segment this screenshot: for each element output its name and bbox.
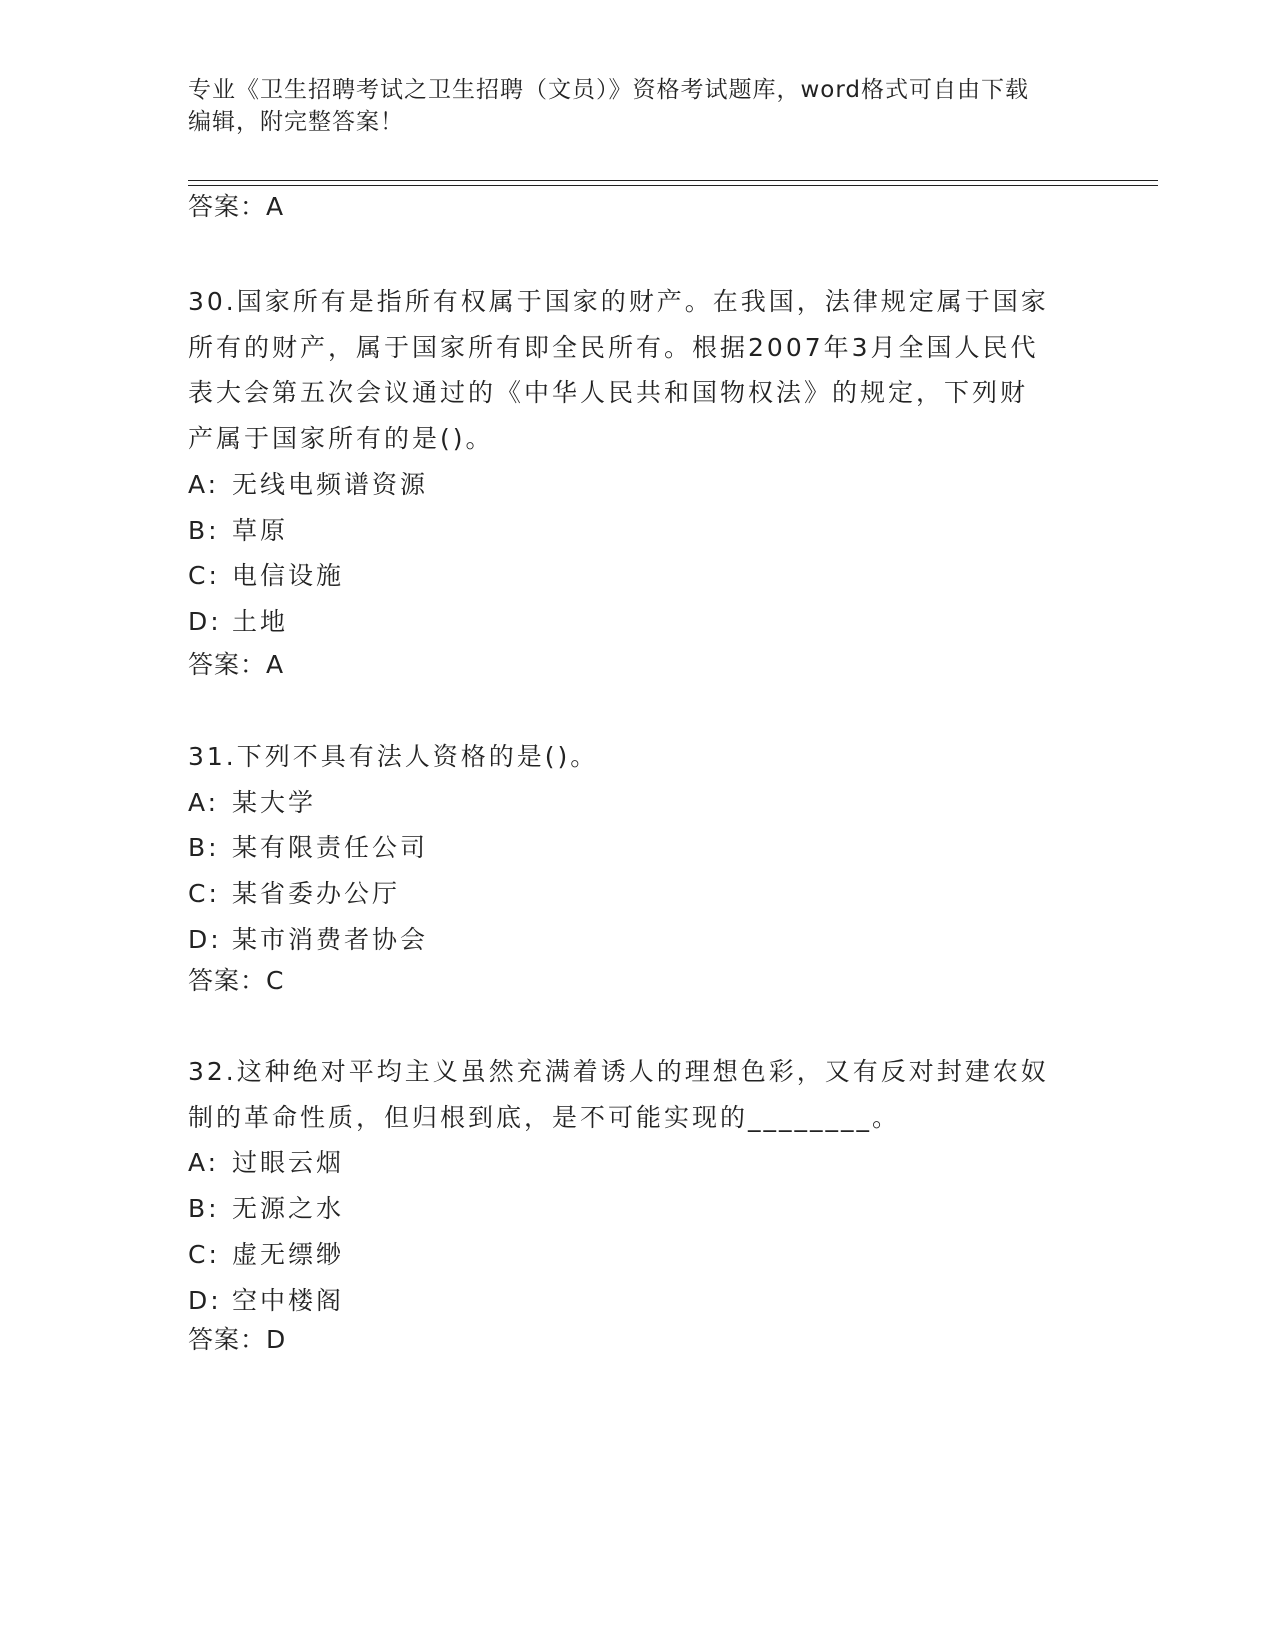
option-letter: D: [188, 606, 222, 636]
option-letter: B: [188, 1194, 220, 1224]
option-b [188, 1186, 1088, 1232]
question-line: 制的革命性质，但归根到底，是不可能实现的________。 [188, 1102, 901, 1132]
answer-30: 答案：A [188, 650, 285, 679]
option-letter: C: [188, 879, 220, 909]
option-letter: B: [188, 833, 220, 863]
option-d [188, 917, 1088, 963]
option-c [188, 1232, 1088, 1278]
option-b [188, 508, 1088, 554]
option-a [188, 1140, 1088, 1186]
option-letter: D: [188, 1285, 222, 1315]
question-line: 32.这种绝对平均主义虽然充满着诱人的理想色彩，又有反对封建农奴 [188, 1057, 1049, 1086]
option-letter: C: [188, 1239, 220, 1269]
question-31 [188, 734, 1088, 963]
question-line: 产属于国家所有的是()。 [188, 424, 494, 454]
header-divider-top [188, 180, 1158, 181]
document-header [188, 74, 1088, 138]
option-text: 空中楼阁 [232, 1285, 345, 1315]
answer-31: 答案：C [188, 966, 285, 995]
option-text: 某大学 [232, 787, 317, 817]
header-line-2: 编辑，附完整答案！ [188, 109, 404, 135]
option-letter: A: [188, 787, 220, 817]
option-d [188, 1278, 1088, 1324]
question-30 [188, 279, 1088, 645]
question-line: 30.国家所有是指所有权属于国家的财产。在我国，法律规定属于国家 [188, 287, 1049, 316]
option-text: 过眼云烟 [232, 1148, 345, 1178]
question-line: 所有的财产，属于国家所有即全民所有。根据2007年3月全国人民代 [188, 332, 1039, 362]
option-d [188, 599, 1088, 645]
option-letter: D: [188, 924, 222, 954]
option-letter: B: [188, 515, 220, 545]
option-text: 无线电频谱资源 [232, 469, 429, 499]
option-text: 电信设施 [232, 561, 345, 591]
option-c [188, 553, 1088, 599]
option-text: 某有限责任公司 [232, 833, 429, 863]
option-letter: A: [188, 469, 220, 499]
question-line: 表大会第五次会议通过的《中华人民共和国物权法》的规定，下列财 [188, 378, 1029, 408]
option-text: 虚无缥缈 [232, 1239, 345, 1269]
option-c [188, 871, 1088, 917]
option-text: 某省委办公厅 [232, 879, 401, 909]
option-letter: C: [188, 561, 220, 591]
option-letter: A: [188, 1148, 220, 1178]
header-divider-bottom [188, 185, 1158, 186]
question-32 [188, 1049, 1088, 1323]
option-text: 草原 [232, 515, 289, 545]
option-a [188, 780, 1088, 826]
answer-32: 答案：D [188, 1325, 287, 1354]
option-b [188, 825, 1088, 871]
question-line: 31.下列不具有法人资格的是()。 [188, 742, 599, 771]
header-line-1: 专业《卫生招聘考试之卫生招聘（文员）》资格考试题库，word格式可自由下载 [188, 77, 1030, 103]
option-text: 某市消费者协会 [232, 924, 429, 954]
option-text: 无源之水 [232, 1194, 345, 1224]
previous-answer: 答案：A [188, 192, 285, 221]
option-text: 土地 [232, 606, 289, 636]
option-a [188, 462, 1088, 508]
